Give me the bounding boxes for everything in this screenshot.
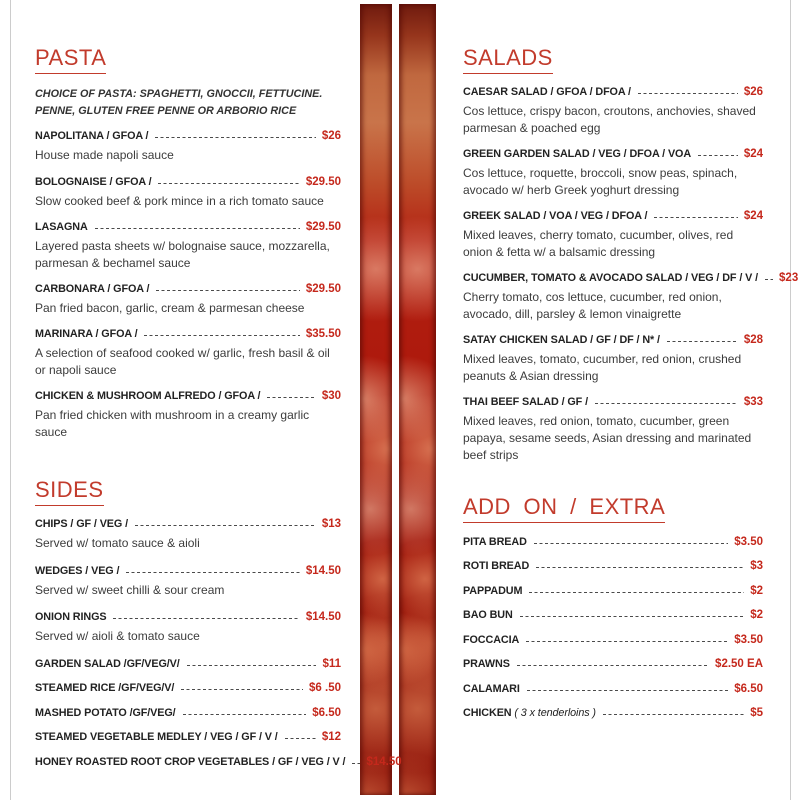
item-price: $14.50 bbox=[366, 755, 402, 768]
item-price: $11 bbox=[322, 657, 341, 670]
item-name: ROTI BREAD bbox=[463, 560, 530, 573]
page-border-right bbox=[790, 0, 791, 800]
item-name: PITA BREAD bbox=[463, 535, 527, 548]
dotted-leader bbox=[155, 137, 315, 138]
item-price: $3 bbox=[750, 560, 763, 573]
menu-item-row bbox=[463, 272, 799, 285]
page-border-left bbox=[10, 0, 11, 800]
item-price: $24 bbox=[743, 148, 763, 161]
menu-item-row bbox=[463, 683, 763, 695]
item-name: GREEN GARDEN SALAD / VEG / DFOA / VOA bbox=[463, 148, 692, 161]
item-name: SATAY CHICKEN SALAD / GF / DF / N* / bbox=[463, 334, 660, 347]
dotted-leader bbox=[534, 543, 728, 544]
item-price: $13 bbox=[321, 518, 341, 531]
section-title-addons: ADD ON / EXTRA bbox=[463, 494, 763, 523]
item-price: $35.50 bbox=[305, 327, 341, 340]
item-name: CALAMARI bbox=[463, 682, 520, 695]
item-description: Pan fried chicken with mushroom in a creamy garlic sauce bbox=[35, 407, 310, 439]
section-salads bbox=[463, 45, 799, 464]
item-price: $30 bbox=[321, 389, 341, 402]
menu-item-row bbox=[35, 658, 341, 670]
item-description: Layered pasta sheets w/ bolognaise sauce, mozzarella, parmesan & bechamel sauce bbox=[35, 238, 330, 270]
item-price: $2 bbox=[750, 609, 763, 622]
dotted-leader bbox=[526, 641, 728, 642]
item-name: ONION RINGS bbox=[35, 611, 107, 624]
item-price: $28 bbox=[743, 334, 763, 347]
left-page-column bbox=[35, 45, 402, 768]
section-title-sides: SIDES bbox=[35, 477, 341, 506]
item-price: $14.50 bbox=[305, 564, 341, 577]
menu-item-row bbox=[463, 707, 763, 719]
section-title-salads: SALADS bbox=[463, 45, 763, 74]
item-name: BAO BUN bbox=[463, 609, 513, 622]
item-price: $14.50 bbox=[305, 611, 341, 624]
menu-item-row bbox=[35, 283, 341, 295]
menu-item-row bbox=[463, 658, 763, 670]
dotted-leader bbox=[595, 403, 738, 404]
item-price: $24 bbox=[743, 210, 763, 223]
item-name: CUCUMBER, TOMATO & AVOCADO SALAD / VEG / DF / V / bbox=[463, 272, 759, 285]
item-price: $29.50 bbox=[305, 220, 341, 233]
item-description: Slow cooked beef & pork mince in a rich tomato sauce bbox=[35, 193, 324, 208]
item-price: $29.50 bbox=[305, 175, 341, 188]
section-addons bbox=[463, 494, 763, 719]
item-price: $26 bbox=[743, 86, 763, 98]
menu-item-row bbox=[35, 707, 341, 719]
menu-item-row bbox=[35, 611, 341, 623]
dotted-leader bbox=[187, 665, 317, 666]
menu-item-row bbox=[35, 328, 341, 340]
item-name: BOLOGNAISE / GFOA / bbox=[35, 175, 152, 188]
bokeh-strip-left bbox=[360, 4, 392, 795]
dotted-leader bbox=[536, 567, 744, 568]
item-name: GARDEN SALAD /GF/VEG/V/ bbox=[35, 657, 180, 670]
item-name: MARINARA / GFOA / bbox=[35, 327, 138, 340]
menu-item-row bbox=[463, 334, 763, 346]
menu-item-row bbox=[35, 518, 341, 530]
menu-item-row bbox=[35, 390, 341, 402]
item-name: MASHED POTATO /GF/VEG/ bbox=[35, 706, 176, 719]
menu-item-row bbox=[35, 130, 341, 142]
right-page-column bbox=[463, 45, 799, 720]
menu-item-row bbox=[463, 585, 763, 597]
dotted-leader bbox=[352, 763, 360, 764]
dotted-leader bbox=[517, 665, 709, 666]
menu-item-row bbox=[35, 176, 341, 188]
dotted-leader bbox=[529, 592, 744, 593]
item-name: NAPOLITANA / GFOA / bbox=[35, 130, 149, 143]
item-description: A selection of seafood cooked w/ garlic, fresh basil & oil or napoli sauce bbox=[35, 345, 330, 377]
dotted-leader bbox=[183, 714, 307, 715]
menu-item-row bbox=[463, 536, 763, 548]
item-name: HONEY ROASTED ROOT CROP VEGETABLES / GF / VEG / V / bbox=[35, 755, 346, 768]
item-name: CHICKEN ( 3 x tenderloins ) bbox=[463, 707, 596, 720]
dotted-leader bbox=[638, 93, 738, 94]
dotted-leader bbox=[285, 738, 316, 739]
item-price: $3.50 bbox=[734, 535, 763, 548]
dotted-leader bbox=[158, 183, 299, 184]
item-description: Pan fried bacon, garlic, cream & parmesan cheese bbox=[35, 300, 305, 315]
item-description: Cos lettuce, crispy bacon, croutons, anchovies, shaved parmesan & poached egg bbox=[463, 104, 756, 136]
item-description: Mixed leaves, cherry tomato, cucumber, olives, red onion & fetta w/ a balsamic dressing bbox=[463, 228, 734, 260]
menu-item-row bbox=[35, 221, 341, 233]
item-name: PAPPADUM bbox=[463, 584, 523, 597]
dotted-leader bbox=[654, 217, 737, 218]
dotted-leader bbox=[181, 689, 303, 690]
item-name: CAESAR SALAD / GFOA / DFOA / bbox=[463, 86, 631, 98]
dotted-leader bbox=[520, 616, 745, 617]
item-price: $2.50 EA bbox=[715, 658, 763, 671]
item-price: $2 bbox=[750, 584, 763, 597]
item-name-suffix: ( 3 x tenderloins ) bbox=[514, 707, 596, 720]
menu-item-row bbox=[463, 609, 763, 621]
item-name: STEAMED RICE /GF/VEG/V/ bbox=[35, 682, 175, 695]
menu-item-row bbox=[35, 565, 341, 577]
dotted-leader bbox=[113, 618, 299, 619]
dotted-leader bbox=[144, 335, 299, 336]
menu-item-row bbox=[35, 682, 341, 694]
item-name: LASAGNA bbox=[35, 220, 88, 233]
item-price: $6.50 bbox=[734, 682, 763, 695]
dotted-leader bbox=[603, 714, 744, 715]
item-name: THAI BEEF SALAD / GF / bbox=[463, 396, 588, 409]
item-description: Mixed leaves, tomato, cucumber, red onion, crushed peanuts & Asian dressing bbox=[463, 352, 742, 384]
item-name: CARBONARA / GFOA / bbox=[35, 282, 150, 295]
menu-item-row bbox=[463, 86, 763, 98]
item-description: Cos lettuce, roquette, broccoli, snow peas, spinach, avocado w/ herb Greek yoghurt dressing bbox=[463, 166, 738, 198]
section-sides bbox=[35, 476, 402, 768]
dotted-leader bbox=[135, 525, 316, 526]
item-name: FOCCACIA bbox=[463, 633, 520, 646]
menu-item-row bbox=[35, 731, 341, 743]
menu-item-row bbox=[463, 634, 763, 646]
dotted-leader bbox=[95, 228, 300, 229]
item-name: STEAMED VEGETABLE MEDLEY / VEG / GF / V / bbox=[35, 731, 278, 744]
item-description: Served w/ tomato sauce & aioli bbox=[35, 536, 200, 551]
item-price: $6.50 bbox=[312, 706, 341, 719]
menu-item-row bbox=[463, 148, 763, 160]
dotted-leader bbox=[267, 397, 315, 398]
dotted-leader bbox=[698, 155, 738, 156]
item-name: CHICKEN & MUSHROOM ALFREDO / GFOA / bbox=[35, 389, 261, 402]
item-description: Cherry tomato, cos lettuce, cucumber, red onion, avocado, dill, parsley & lemon vinaigrette bbox=[463, 290, 722, 322]
dotted-leader bbox=[667, 341, 738, 342]
item-description: Served w/ aioli & tomato sauce bbox=[35, 629, 200, 644]
section-pasta bbox=[35, 45, 341, 441]
pasta-choice-note: CHOICE OF PASTA: SPAGHETTI, GNOCCII, FETTUCINE. PENNE, GLUTEN FREE PENNE OR ARBORIO RICE bbox=[35, 88, 323, 117]
bokeh-strip-right bbox=[399, 4, 436, 795]
item-price: $3.50 bbox=[734, 633, 763, 646]
item-price: $6 .50 bbox=[309, 682, 341, 695]
item-description: Mixed leaves, red onion, tomato, cucumber, green papaya, sesame seeds, Asian dressing and marinated beef strips bbox=[463, 414, 752, 463]
menu-item-row bbox=[463, 396, 763, 408]
item-price: $12 bbox=[321, 731, 341, 744]
item-name: PRAWNS bbox=[463, 658, 510, 671]
item-description: Served w/ sweet chilli & sour cream bbox=[35, 582, 225, 597]
item-price: $23 bbox=[779, 272, 799, 285]
item-price: $5 bbox=[750, 707, 763, 720]
section-title-pasta: PASTA bbox=[35, 45, 341, 74]
menu-item-row bbox=[35, 755, 402, 768]
menu-item-row bbox=[463, 560, 763, 572]
item-name: WEDGES / VEG / bbox=[35, 564, 120, 577]
item-price: $29.50 bbox=[305, 282, 341, 295]
dotted-leader bbox=[527, 690, 728, 691]
dotted-leader bbox=[126, 572, 299, 573]
item-price: $26 bbox=[321, 130, 341, 143]
menu-item-row bbox=[463, 210, 763, 222]
item-name: CHIPS / GF / VEG / bbox=[35, 518, 128, 531]
dotted-leader bbox=[765, 279, 773, 280]
item-name: GREEK SALAD / VOA / VEG / DFOA / bbox=[463, 210, 648, 223]
dotted-leader bbox=[156, 290, 299, 291]
item-description: House made napoli sauce bbox=[35, 148, 174, 163]
item-price: $33 bbox=[743, 396, 763, 409]
